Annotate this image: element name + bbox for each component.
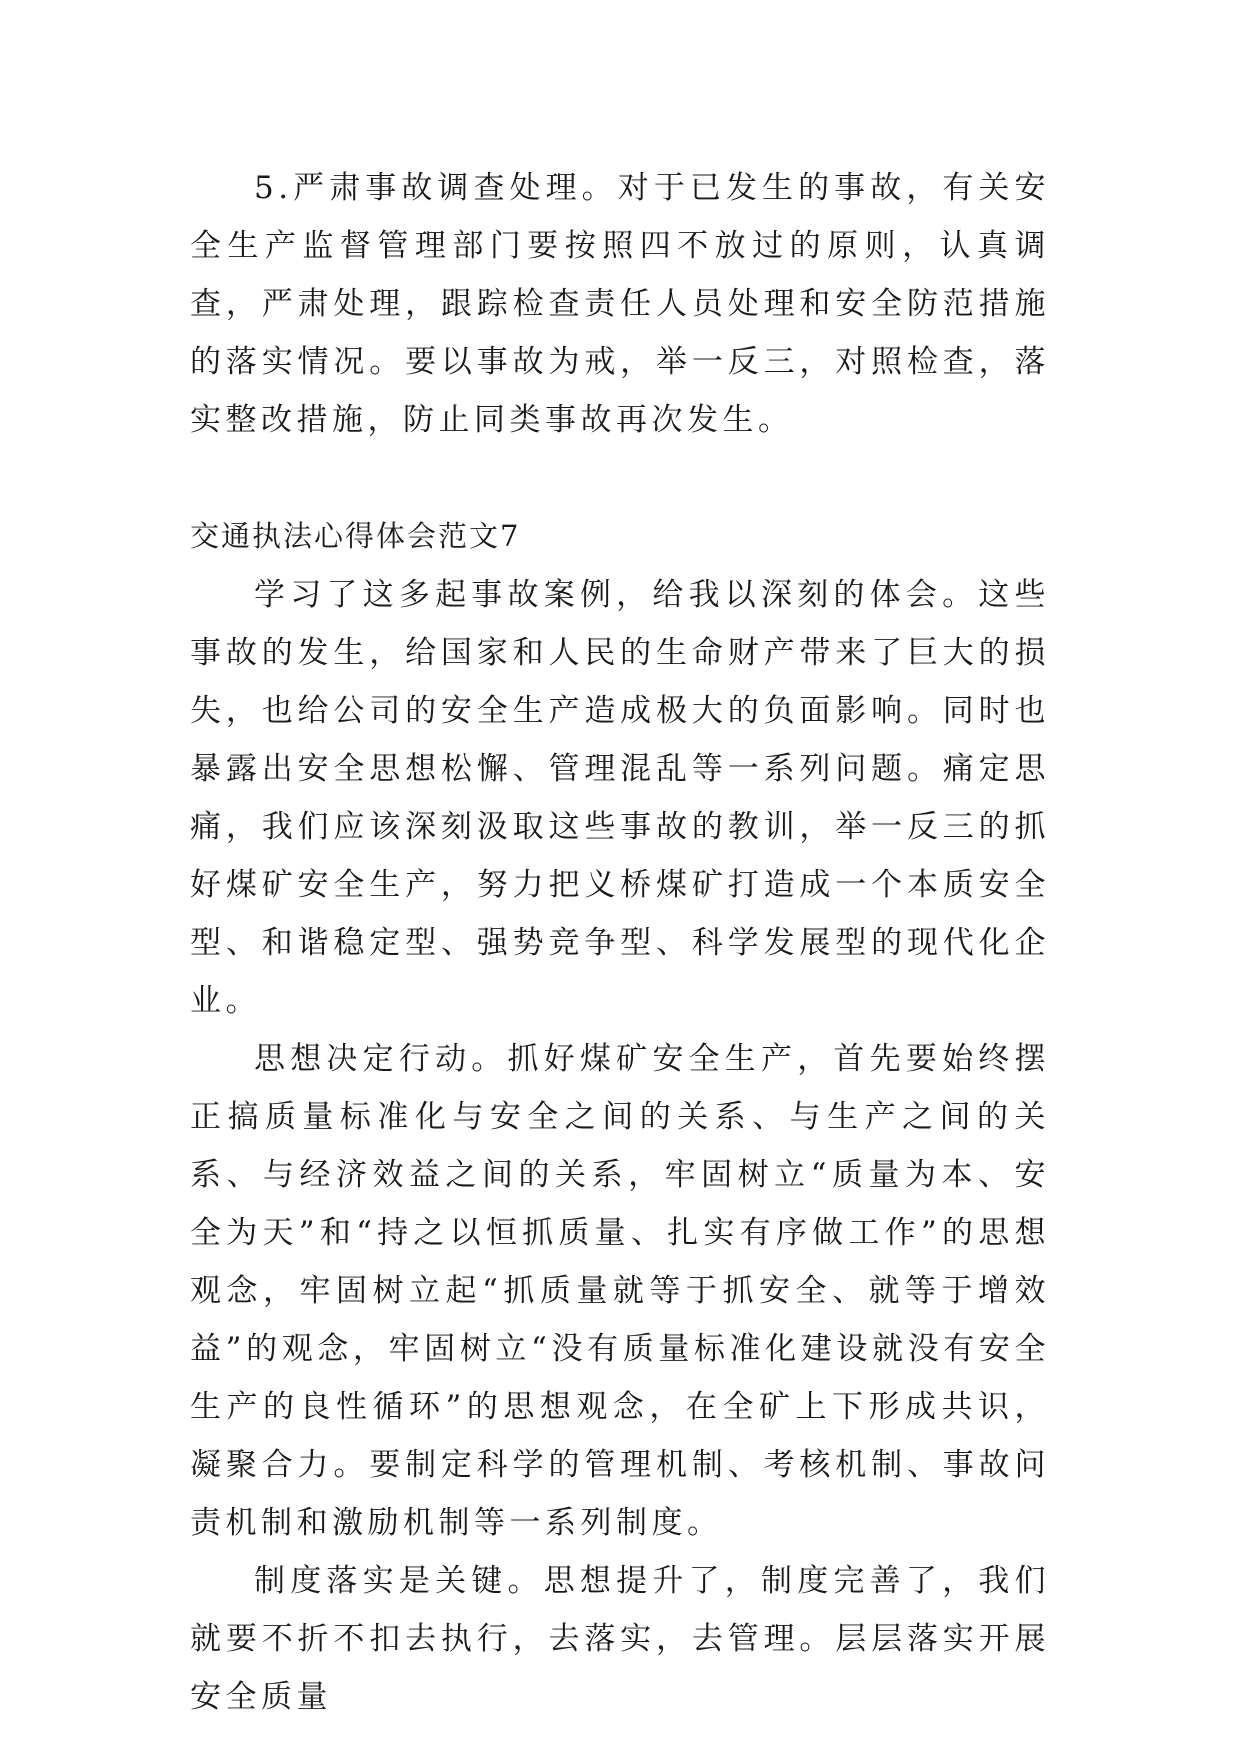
section-heading: 交通执法心得体会范文7 [190,519,521,553]
essay-body [190,566,1050,1726]
paragraph-lessons: 学习了这多起事故案例，给我以深刻的体会。这些事故的发生，给国家和人民的生命财产带来了巨大的损失，也给公司的安全生产造成极大的负面影响。同时也暴露出安全思想松懈、管理混乱等一系列问题。痛定思痛，我们应该深刻汲取这些事故的教训，举一反三的抓好煤矿安全生产，努力把义桥煤矿打造成一个本质安全型、和谐稳定型、强势竞争型、科学发展型的现代化企业。 [190,577,1050,1019]
paragraph-thought-action: 思想决定行动。抓好煤矿安全生产，首先要始终摆正搞质量标准化与安全之间的关系、与生产之间的关系、与经济效益之间的关系，牢固树立“质量为本、安全为天”和“持之以恒抓质量、扎实有序做工作”的思想观念，牢固树立起“抓质量就等于抓安全、就等于增效益”的观念，牢固树立“没有质量标准化建设就没有安全生产的良性循环”的思想观念，在全矿上下形成共识，凝聚合力。要制定科学的管理机制、考核机制、事故问责机制和激励机制等一系列制度。 [190,1041,1050,1541]
paragraph-accident-investigation: 5.严肃事故调查处理。对于已发生的事故，有关安全生产监督管理部门要按照四不放过的原则，认真调查，严肃处理，跟踪检查责任人员处理和安全防范措施的落实情况。要以事故为戒，举一反三，对照检查，落实整改措施，防止同类事故再次发生。 [190,170,1050,438]
top-section [190,159,1050,449]
paragraph-implementation: 制度落实是关键。思想提升了，制度完善了，我们就要不折不扣去执行，去落实，去管理。层层落实开展安全质量 [190,1563,1050,1715]
